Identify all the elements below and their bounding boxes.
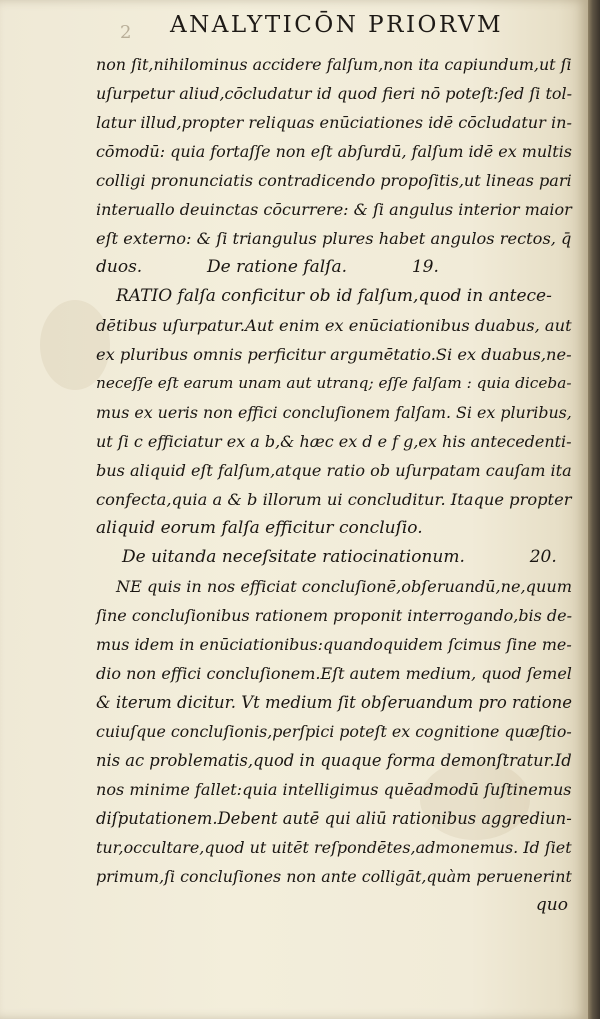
folio-mark: 2 [120, 22, 132, 43]
text-line: interuallo deuinctas cōcurrere: & ſi angulus interior maior [96, 200, 572, 219]
text-line: nos minime fallet:quia intelligimus quēadmodū ſuſtinemus [96, 780, 572, 799]
text-line: nis ac problematis,quod in quaque forma demonſtratur.Id [96, 751, 572, 770]
text-line: eſt externo: & ſi triangulus plures habet angulos rectos, q̄ [96, 229, 572, 248]
text-line: ut ſi c efficiatur ex a b,& hæc ex d e f g,ex his antecedenti- [96, 432, 572, 451]
section-heading-line: duos. De ratione falſa. 19. [96, 257, 439, 277]
text-line: dētibus uſurpatur.Aut enim ex enūciationibus duabus, aut [96, 316, 572, 335]
text-line: ex pluribus omnis perficitur argumētatio.Si ex duabus,ne- [96, 345, 572, 364]
text-line: cuiuſque concluſionis,perſpici poteſt ex cognitione quæſtio- [96, 722, 572, 741]
text-line: dio non effici concluſionem.Eſt autem medium, quod ſemel [96, 664, 572, 683]
paragraph-start-line: RATIO falſa conficitur ob id falſum,quod in antece- [116, 286, 552, 306]
text-line: confecta,quia a & b illorum ui concluditur. Itaque propter [96, 490, 572, 509]
text-line: mus ex ueris non effici concluſionem falſam. Si ex pluribus, [96, 403, 572, 422]
text-line: aliquid eorum falſa efficitur concluſio. [96, 518, 423, 538]
text-line: non ſit,nihilominus accidere falſum,non ita capiundum,ut ſi [96, 55, 572, 74]
text-line: diſputationem.Debent autē qui aliū rationibus aggrediun- [96, 809, 572, 828]
paragraph-start-line: NE quis in nos efficiat concluſionē,obſeruandū,ne,quum [116, 577, 573, 596]
text-line: & iterum dicitur. Vt medium ſit obſeruandum pro ratione [96, 693, 573, 712]
body-text [96, 50, 576, 920]
text-line: cōmodū: quia fortaſſe non eſt abſurdū, falſum idē ex multis [96, 142, 572, 161]
text-line: neceſſe eſt earum unam aut utranq; eſſe falſam : quia diceba- [96, 374, 572, 392]
page-edge-shadow [588, 0, 600, 1019]
text-line: uſurpetur aliud,cōcludatur id quod fieri nō poteſt:ſed ſi tol- [96, 84, 572, 103]
text-line: latur illud,propter reliquas enūciationes idē cōcludatur in- [96, 113, 572, 132]
text-line: primum,ſi concluſiones non ante colligāt,quàm peruenerint [96, 867, 572, 886]
text-line: colligi pronunciatis contradicendo propoſitis,ut lineas pari [96, 171, 572, 190]
catchword: quo [535, 895, 568, 915]
section-heading-line: De uitanda neceſsitate ratiocinationum. 20. [122, 547, 557, 567]
text-line: mus idem in enūciationibus:quandoquidem ſcimus ſine me- [96, 635, 572, 654]
text-line: ſine concluſionibus rationem proponit interrogando,bis de- [96, 606, 572, 625]
running-head: ANALYTICŌN PRIORVM [170, 12, 504, 38]
text-line: bus aliquid eſt falſum,atque ratio ob uſurpatam cauſam ita [96, 461, 572, 480]
text-line: tur,occultare,quod ut uitēt reſpondētes,admonemus. Id ſiet [96, 838, 572, 857]
